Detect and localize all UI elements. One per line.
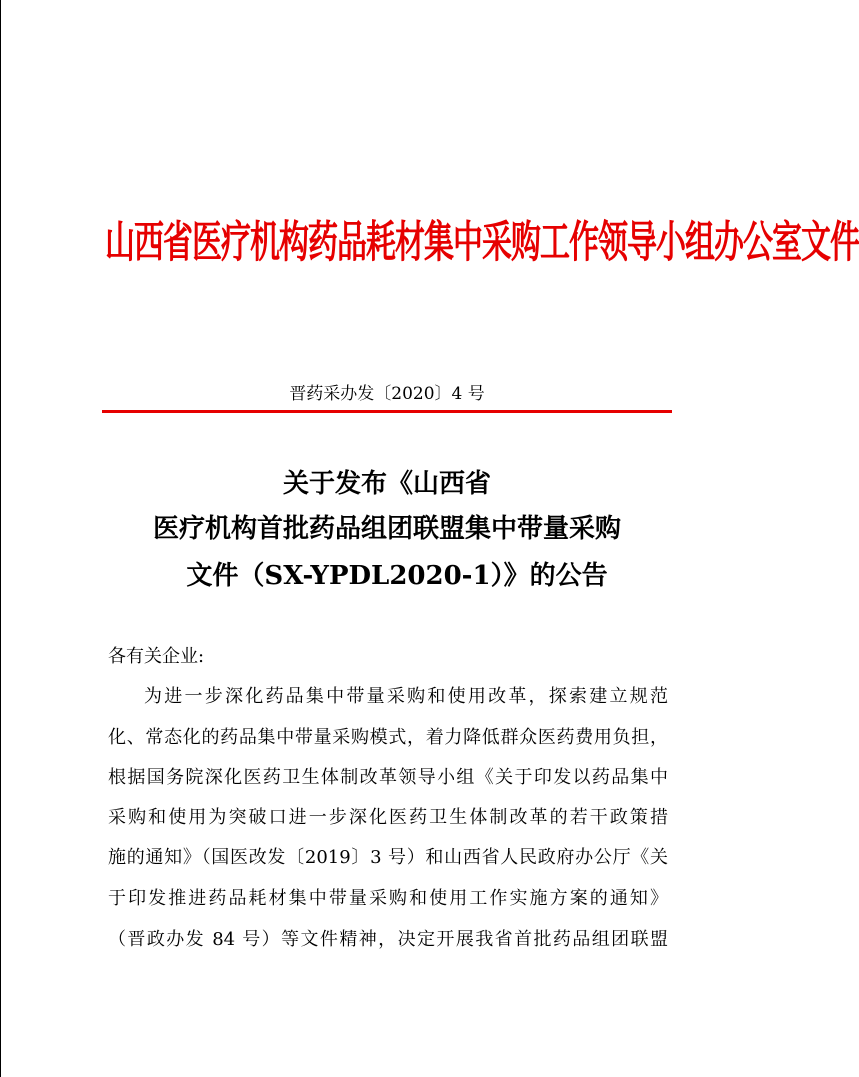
red-divider-line [102, 410, 672, 413]
body-line-3: 根据国务院深化医药卫生体制改革领导小组《关于印发以药品集中 [108, 767, 668, 788]
page-left-border [0, 0, 1, 1077]
body-line-1: 为进一步深化药品集中带量采购和使用改革，探索建立规范 [144, 686, 668, 707]
body-line-6: 于印发推进药品耗材集中带量采购和使用工作实施方案的通知》 [108, 888, 668, 909]
salutation: 各有关企业: [108, 646, 205, 667]
document-number: 晋药采办发〔2020〕4 号 [289, 384, 485, 404]
body-line-5: 施的通知》（国医改发〔2019〕3 号）和山西省人民政府办公厅《关 [108, 847, 668, 868]
announcement-title-line-3: 文件（SX-YPDL2020-1）》的公告 [186, 561, 608, 591]
body-line-2: 化、常态化的药品集中带量采购模式，着力降低群众医药费用负担， [108, 727, 668, 748]
announcement-title-line-1: 关于发布《山西省 [282, 469, 491, 499]
issuer-title: 山西省医疗机构药品耗材集中采购工作领导小组办公室文件 [105, 217, 859, 269]
body-line-7: （晋政办发 84 号）等文件精神，决定开展我省首批药品组团联盟 [108, 929, 668, 950]
body-line-4: 采购和使用为突破口进一步深化医药卫生体制改革的若干政策措 [108, 807, 668, 828]
announcement-title-line-2: 医疗机构首批药品组团联盟集中带量采购 [152, 514, 621, 544]
